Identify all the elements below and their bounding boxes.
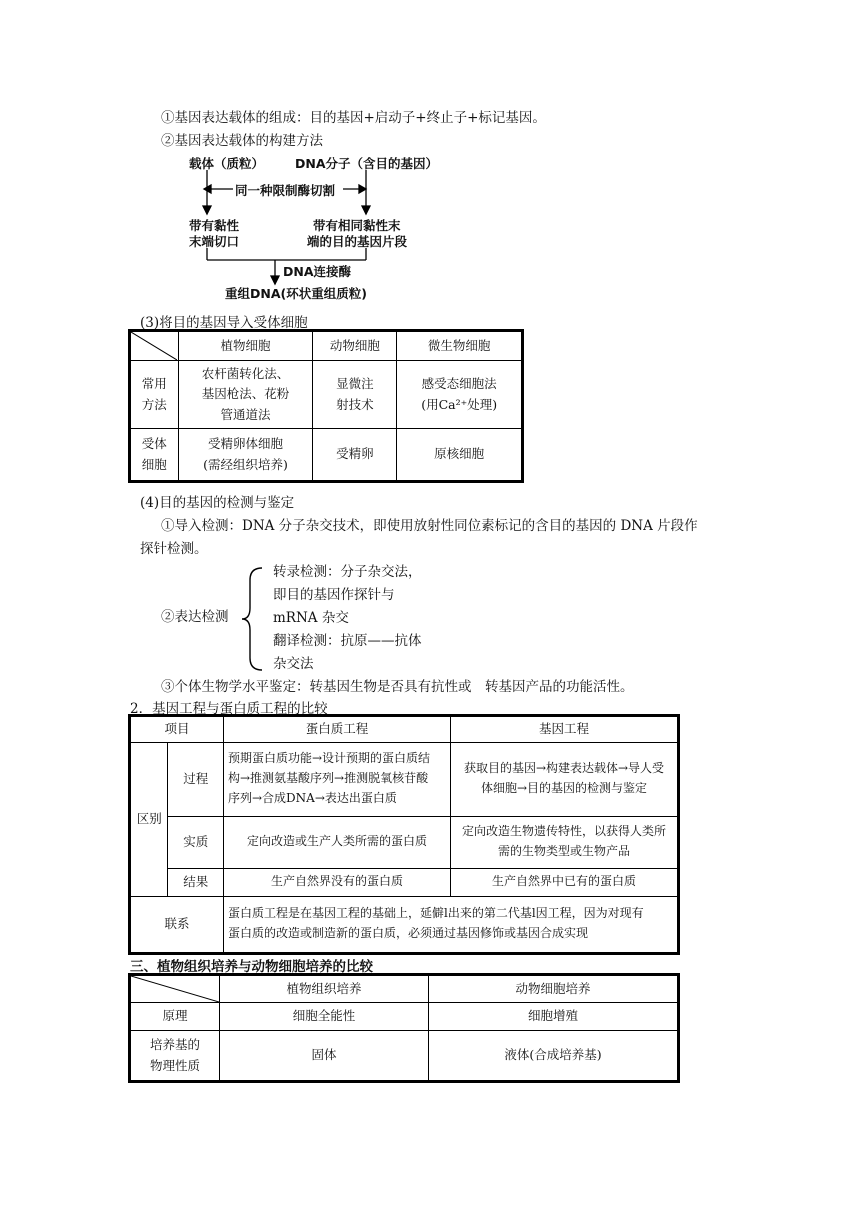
row-principle-label: 原理 — [131, 1003, 220, 1031]
microbe-methods: 感受态细胞法 (用Ca²⁺处理) — [397, 361, 522, 429]
protein-gene-engineering-table — [130, 716, 678, 953]
row-process-label: 过程 — [168, 742, 224, 816]
diagram-right-mid-1: 带有相同黏性末 — [313, 218, 401, 233]
row-medium-label: 培养基的 物理性质 — [131, 1031, 220, 1081]
diagonal-line-2 — [131, 976, 219, 1002]
header-animal-cell: 动物细胞 — [313, 332, 397, 361]
diagram-dna-label: DNA分子（含目的基因） — [295, 156, 439, 171]
transfer-methods-table — [130, 331, 522, 481]
animal-recipient: 受精卵 — [313, 429, 397, 481]
expression-line-3: mRNA 杂交 — [273, 610, 349, 626]
header-item: 项目 — [131, 717, 224, 743]
plant-recipient: 受精卵体细胞 (需经组织培养) — [178, 429, 313, 481]
expression-line-4: 翻译检测：抗原——抗体 — [273, 633, 422, 649]
gene-essence: 定向改造生物遗传特性，以获得人类所 需的生物类型或生物产品 — [451, 816, 678, 868]
animal-principle: 细胞增殖 — [429, 1003, 678, 1031]
header-microbe-cell: 微生物细胞 — [397, 332, 522, 361]
section-4-heading: (4)目的基因的检测与鉴定 — [140, 495, 295, 511]
diagram-left-mid-2: 末端切口 — [189, 234, 240, 249]
plant-methods: 农杆菌转化法、 基因枪法、花粉 管通道法 — [178, 361, 313, 429]
vector-construction-diagram — [185, 152, 445, 302]
microbe-recipient: 原核细胞 — [397, 429, 522, 481]
gene-process: 获取目的基因→构建表达载体→导人受 体细胞→目的基因的检测与鉴定 — [451, 742, 678, 816]
brace-icon — [240, 566, 266, 672]
animal-medium: 液体(合成培养基) — [429, 1031, 678, 1081]
protein-process: 预期蛋白质功能→设计预期的蛋白质结 构→推测氨基酸序列→推测脱氧核苷酸 序列→合成DNA→表达出蛋白质 — [224, 742, 451, 816]
diagram-left-mid-1: 带有黏性 — [189, 218, 240, 233]
header-animal-culture: 动物细胞培养 — [429, 976, 678, 1003]
diagram-right-mid-2: 端的目的基因片段 — [307, 234, 408, 249]
row-relation-label: 联系 — [131, 896, 224, 952]
header-plant-cell: 植物细胞 — [178, 332, 313, 361]
expression-line-2: 即目的基因作探针与 — [273, 587, 395, 603]
para-import-detection-a: ①导入检测：DNA 分子杂交技术，即使用放射性同位素标记的含目的基因的 DNA 片段作 — [161, 518, 698, 534]
para-individual-level: ③个体生物学水平鉴定：转基因生物是否具有抗性或 转基因产品的功能活性。 — [161, 679, 634, 695]
para-vector-construction: ②基因表达载体的构建方法 — [161, 133, 323, 149]
protein-result: 生产自然界没有的蛋白质 — [224, 868, 451, 896]
row-result-label: 结果 — [168, 868, 224, 896]
row-essence-label: 实质 — [168, 816, 224, 868]
section-3-heading: (3)将目的基因导入受体细胞 — [140, 315, 308, 331]
plant-principle: 细胞全能性 — [220, 1003, 429, 1031]
diagram-result-label: 重组DNA(环状重组质粒) — [225, 286, 367, 301]
row-recipient-label: 受体 细胞 — [131, 429, 179, 481]
culture-comparison-table — [130, 975, 678, 1081]
para-import-detection-b: 探针检测。 — [140, 541, 208, 557]
expression-line-5: 杂交法 — [273, 656, 314, 672]
section-three-heading: 三、植物组织培养与动物细胞培养的比较 — [130, 959, 373, 975]
expression-line-1: 转录检测：分子杂交法， — [273, 564, 422, 580]
diagram-vector-label: 载体（质粒） — [189, 156, 265, 171]
diagram-cut-label: 同一种限制酶切割 — [235, 183, 336, 198]
header-protein-engineering: 蛋白质工程 — [224, 717, 451, 743]
section-2-heading: 2．基因工程与蛋白质工程的比较 — [130, 701, 328, 717]
animal-methods: 显微注 射技术 — [313, 361, 397, 429]
expression-detection-label: ②表达检测 — [161, 609, 229, 625]
para-vector-composition: ①基因表达载体的组成：目的基因+启动子+终止子+标记基因。 — [161, 110, 546, 126]
diagram-ligase-label: DNA连接酶 — [283, 264, 352, 279]
plant-medium: 固体 — [220, 1031, 429, 1081]
diagonal-header-cell — [131, 332, 179, 361]
gene-result: 生产自然界中已有的蛋白质 — [451, 868, 678, 896]
header-gene-engineering: 基因工程 — [451, 717, 678, 743]
header-plant-culture: 植物组织培养 — [220, 976, 429, 1003]
group-difference: 区别 — [131, 742, 168, 896]
protein-essence: 定向改造或生产人类所需的蛋白质 — [224, 816, 451, 868]
row-methods-label: 常用 方法 — [131, 361, 179, 429]
diagonal-header-cell-2 — [131, 976, 220, 1003]
diagonal-line — [131, 332, 177, 360]
relation-text: 蛋白质工程是在基因工程的基础上，延僻l出来的第二代基l因工程，因为对现有 蛋白质的改造或制造新的蛋白质，必须通过基因修饰或基因合成实现 — [224, 896, 678, 952]
